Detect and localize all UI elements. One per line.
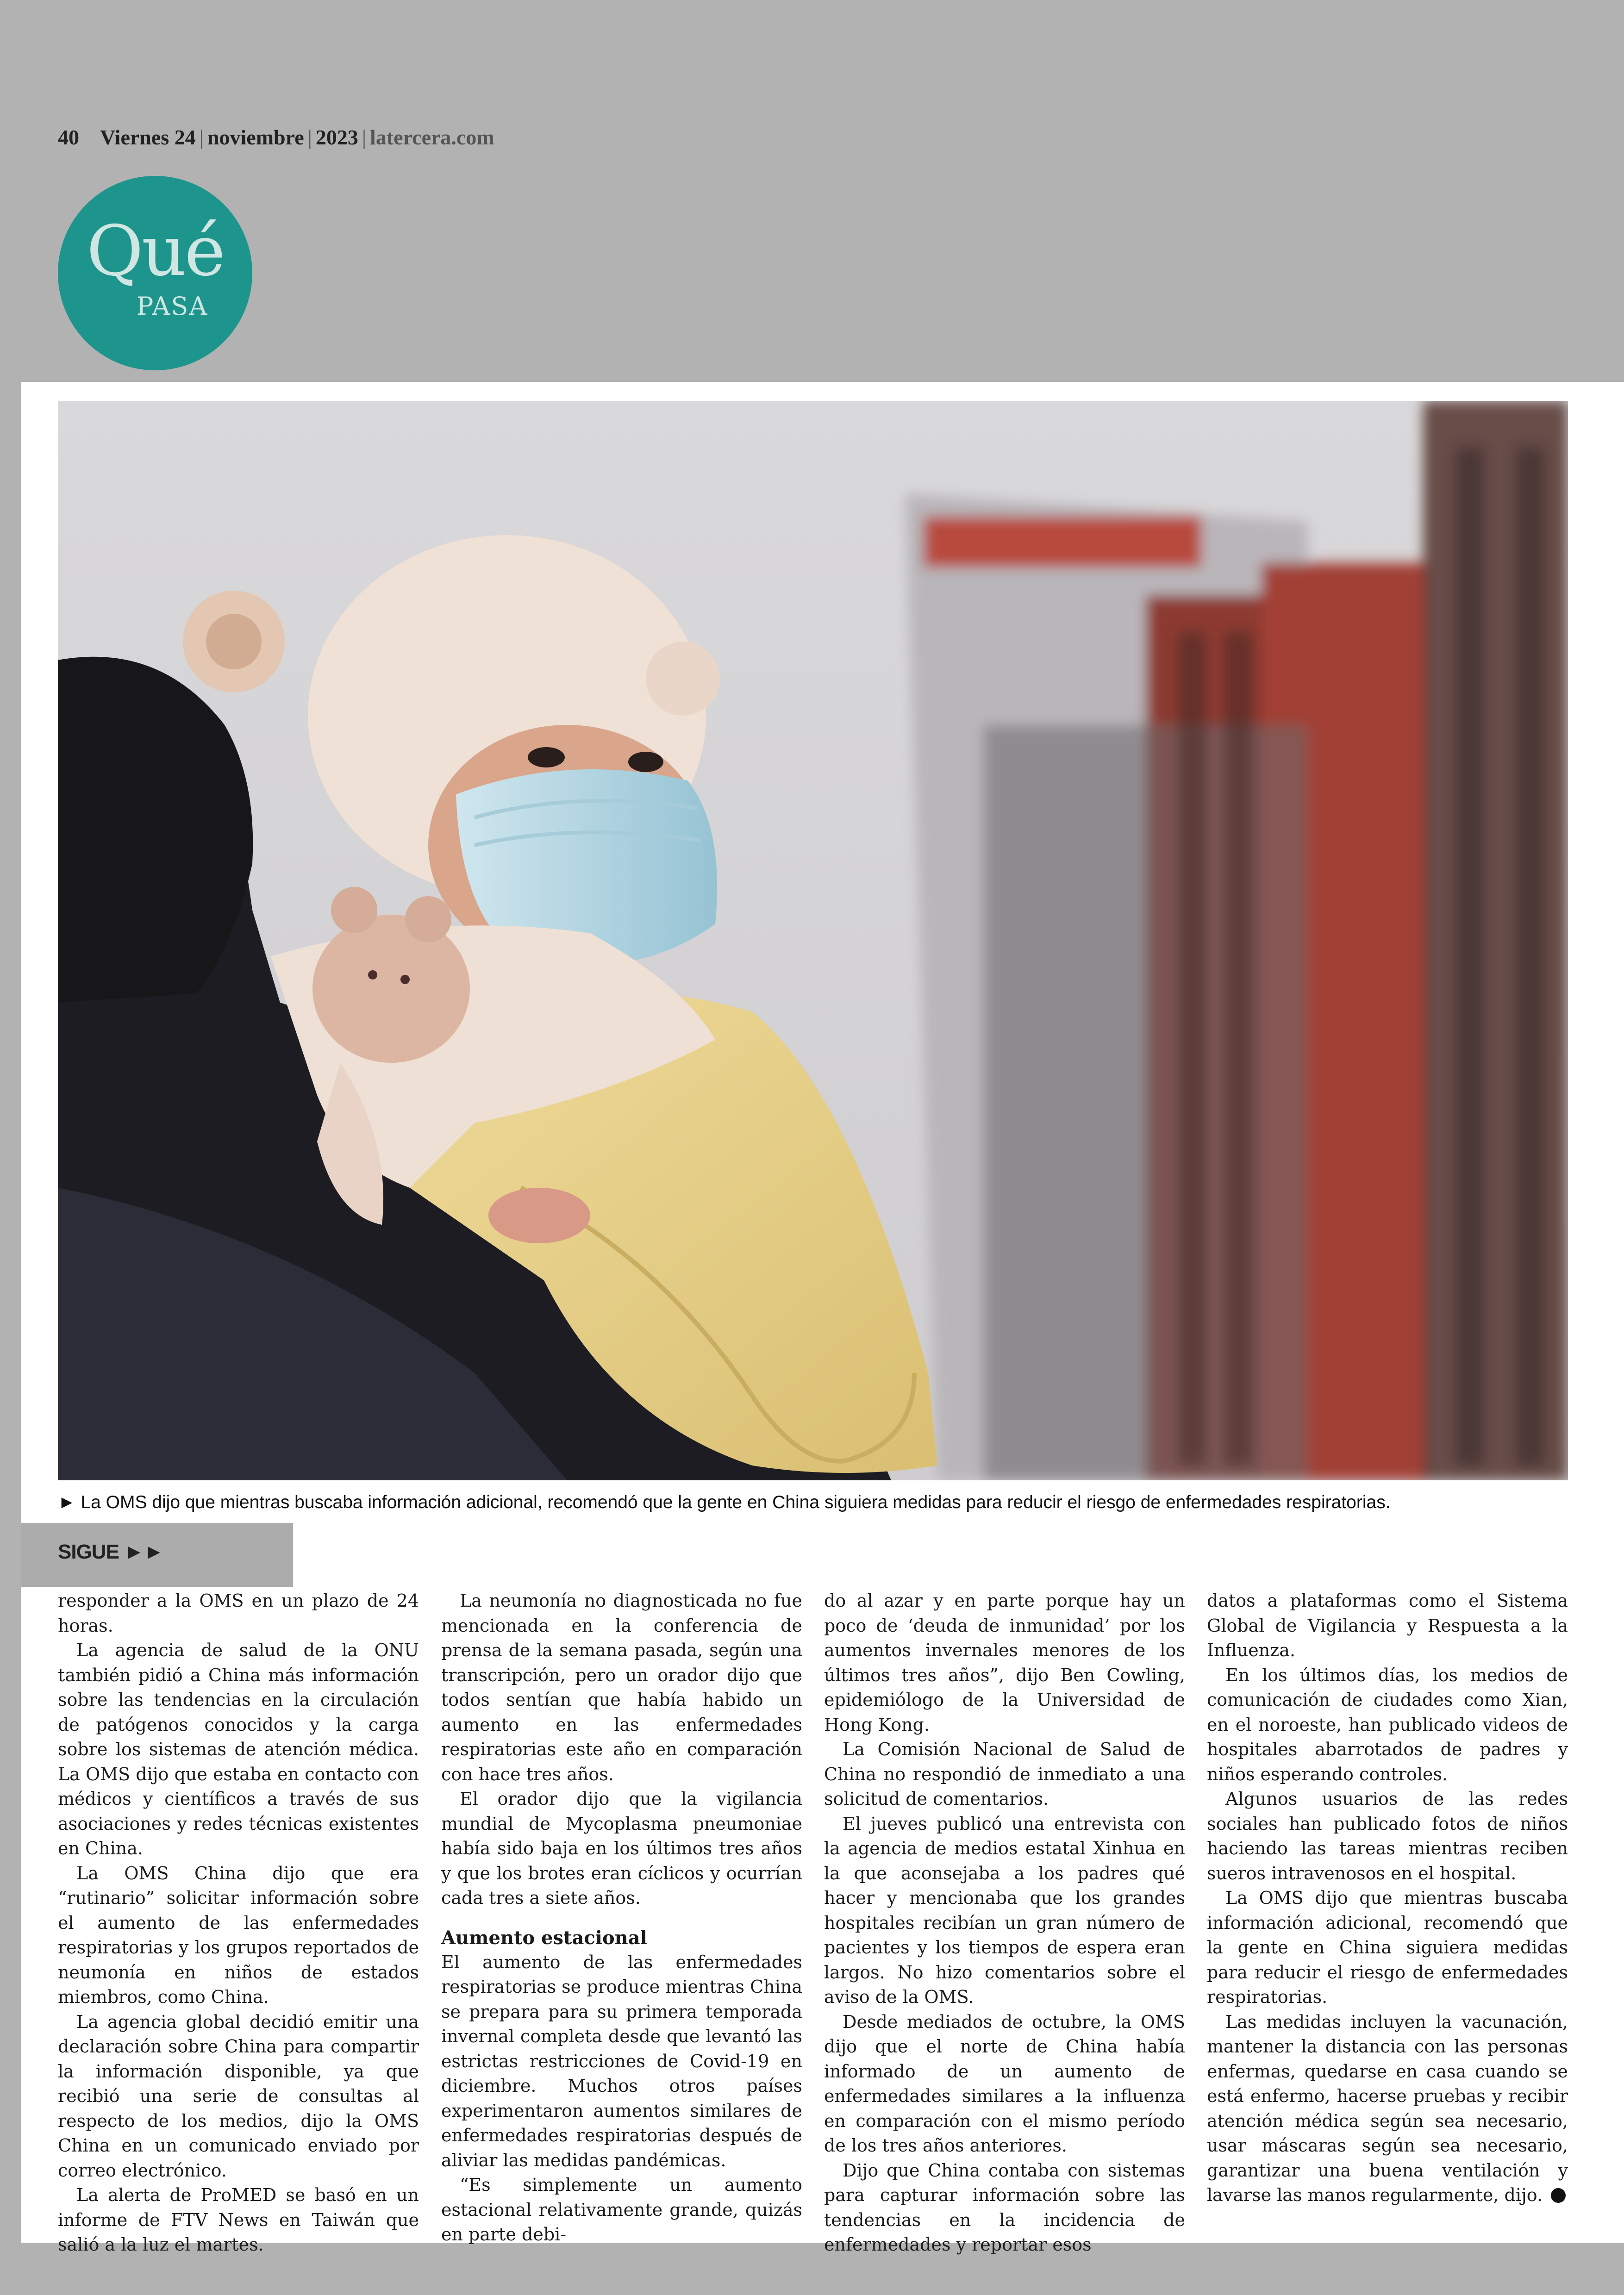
article-column-2 xyxy=(441,1589,802,2247)
paragraph: La agencia de salud de la ONU también pidió a China más información sobre las tendencias en la circulación de patógenos conocidos y la carga sobre los sistemas de atención médica. La OMS dijo que estaba en contacto con médicos y científicos a través de sus asociaciones y redes técnicas existentes en China. xyxy=(58,1640,419,1858)
child-hand xyxy=(488,1188,590,1243)
paragraph: Desde mediados de octubre, la OMS dijo que el norte de China había informado de un aumento de enfermedades similares a la influenza en comparación con el mismo período de los tres años anteriores. xyxy=(824,2011,1185,2156)
paragraph: La agencia global decidió emitir una declaración sobre China para compartir la información disponible, ya que recibió una serie de consultas al respecto de los medios, dijo la OMS China en un comunicado enviado por correo electrónico. xyxy=(58,2011,419,2181)
child-eye xyxy=(628,752,663,772)
continue-label: SIGUE ►► xyxy=(58,1540,164,1563)
logo-text-top: Qué xyxy=(86,211,224,292)
page-number: 40 xyxy=(58,125,79,149)
subheading: Aumento estacional xyxy=(441,1927,647,1949)
photo-caption: ► La OMS dijo que mientras buscaba información adicional, recomendó que la gente en China siguiera medidas para reducir el riesgo de enfermedades respiratorias. xyxy=(58,1492,1391,1512)
paragraph: do al azar y en parte porque hay un poco de ‘deuda de inmunidad’ por los aumentos invernales menores de los últimos tres años”, dijo Ben Cowling, epidemiólogo de la Universidad de Hong Kong. xyxy=(824,1590,1185,1735)
article-column-4 xyxy=(1207,1589,1568,2208)
paragraph: El orador dijo que la vigilancia mundial de Mycoplasma pneumoniae había sido baja en los últimos tres años y que los brotes eran cíclicos y ocurrían cada tres a siete años. xyxy=(441,1789,802,1908)
paragraph: La neumonía no diagnosticada no fue mencionada en la conferencia de prensa de la semana pasada, según una transcripción, pero un orador dijo que todos sentían que había habido un aumento en las enfermedades respiratorias este año en comparación con hace tres años. xyxy=(441,1590,802,1784)
child-eye xyxy=(528,747,565,767)
paragraph: En los últimos días, los medios de comunicación de ciudades como Xian, en el noroeste, han publicado videos de hospitales abarrotados de padres y niños esperando controles. xyxy=(1207,1665,1568,1784)
paragraph: La alerta de ProMED se basó en un informe de FTV News en Taiwán que salió a la luz el martes. xyxy=(58,2185,419,2255)
paragraph xyxy=(1207,2010,1568,2208)
paragraph: datos a plataformas como el Sistema Global de Vigilancia y Respuesta a la Influenza. xyxy=(1207,1590,1568,1660)
end-mark-icon xyxy=(1551,2188,1566,2203)
site-link[interactable]: latercera.com xyxy=(370,125,494,149)
paragraph: “Es simplemente un aumento estacional relativamente grande, quizás en parte debi- xyxy=(441,2175,802,2245)
paragraph: Algunos usuarios de las redes sociales han publicado fotos de niños haciendo las tareas mientras reciben sueros intravenosos en el hospital. xyxy=(1207,1789,1568,1883)
logo-text-bottom: PASA xyxy=(137,292,208,321)
date-day: Viernes 24 xyxy=(100,125,196,149)
paragraph: responder a la OMS en un plazo de 24 horas. xyxy=(58,1590,419,1636)
article-photo xyxy=(58,401,1568,1480)
paragraph: Dijo que China contaba con sistemas para capturar información sobre las tendencias en la incidencia de enfermedades y reportar esos xyxy=(824,2160,1185,2255)
date-month: noviembre xyxy=(207,125,304,149)
paragraph: La OMS China dijo que era “rutinario” solicitar información sobre el aumento de las enfermedades respiratorias y los grupos reportados de neumonía en niños de estados miembros, como China. xyxy=(58,1863,419,2007)
article-column-3 xyxy=(824,1589,1185,2258)
paragraph: El aumento de las enfermedades respiratorias se produce mientras China se prepara para su primera temporada invernal completa desde que levantó las estrictas restricciones de Covid-19 en diciembre. Muchos otros países experimentaron aumentos similares de enfermedades respiratorias después de aliviar las medidas pandémicas. xyxy=(441,1952,802,2170)
paragraph: El jueves publicó una entrevista con la agencia de medios estatal Xinhua en la que aconsejaba a los padres qué hacer y mencionaba que los grandes hospitales recibían un gran número de pacientes y los tiempos de espera eran largos. No hizo comentarios sobre el aviso de la OMS. xyxy=(824,1813,1185,2007)
paragraph: La Comisión Nacional de Salud de China no respondió de inmediato a una solicitud de comentarios. xyxy=(824,1739,1185,1809)
article-column-1 xyxy=(58,1589,419,2258)
continue-banner xyxy=(21,1523,293,1587)
paragraph: La OMS dijo que mientras buscaba información adicional, recomendó que la gente en China siguiera medidas para reducir el riesgo de enfermedades respiratorias. xyxy=(1207,1888,1568,2007)
que-pasa-logo xyxy=(58,176,252,370)
paragraph-text: Las medidas incluyen la vacunación, mantener la distancia con las personas enfermas, quedarse en casa cuando se está enfermo, hacerse pruebas y recibir atención médica según sea necesario, usar máscaras según sea necesario, garantizar una buena ventilación y lavarse las manos regularmente, dijo. xyxy=(1207,2011,1568,2205)
page-folio: 40 Viernes 24 | noviembre | 2023 | latercera.com xyxy=(58,125,494,149)
date-year: 2023 xyxy=(315,125,358,149)
